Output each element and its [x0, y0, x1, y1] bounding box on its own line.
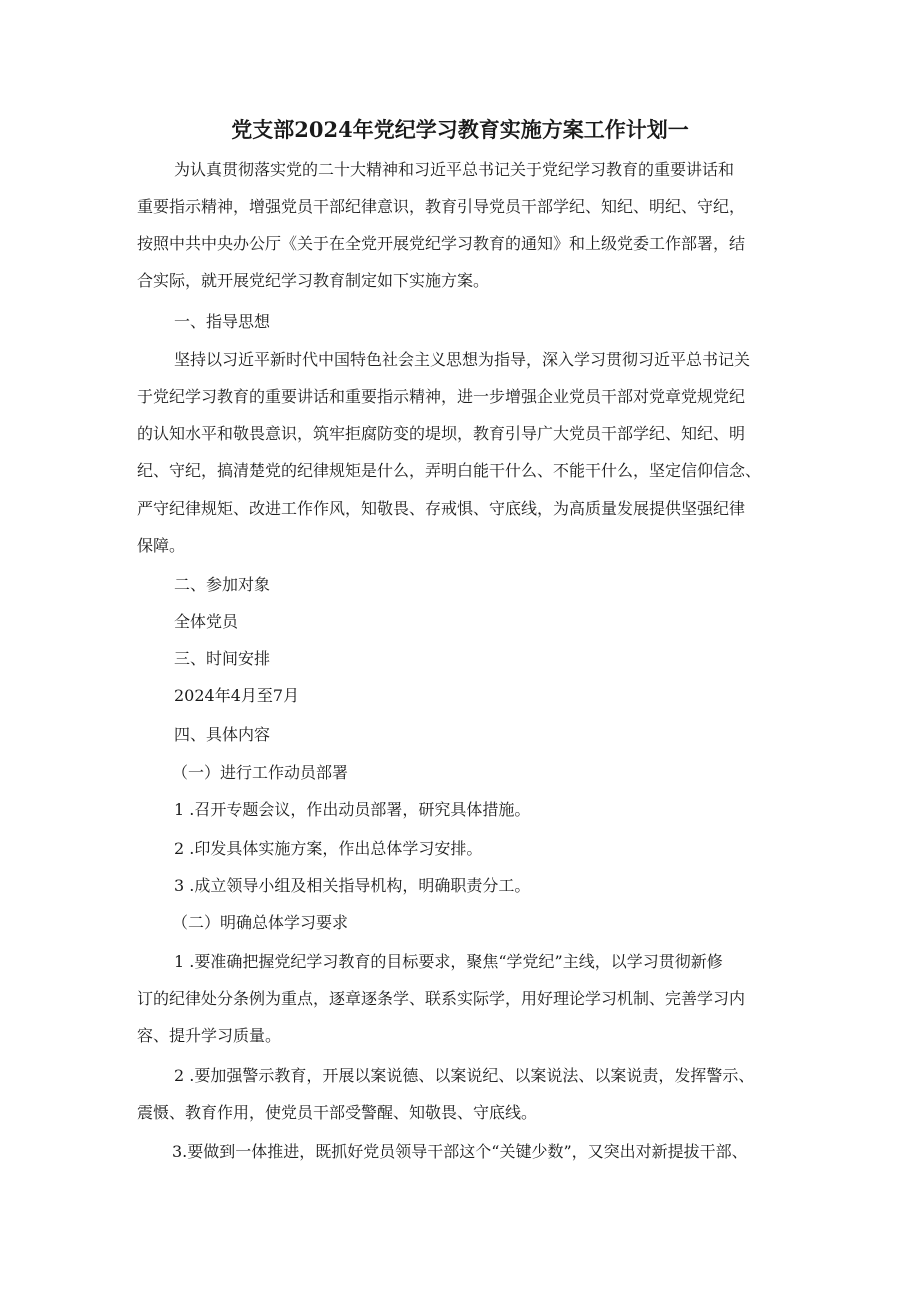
- list-item: 3.要做到一体推进，既抓好党员领导干部这个“关键少数”，又突出对新提拔干部、: [172, 1142, 748, 1161]
- section-content-schedule: 2024年4月至7月: [174, 686, 300, 705]
- list-item: 2 .要加强警示教育，开展以案说德、以案说纪、以案说法、以案说责，发挥警示、: [174, 1066, 755, 1085]
- intro-line: 按照中共中央办公厅《关于在全党开展党纪学习教育的通知》和上级党委工作部署，结: [137, 234, 746, 253]
- section-heading-guiding-thought: 一、指导思想: [174, 312, 271, 331]
- list-item-continuation: 容、提升学习质量。: [137, 1026, 282, 1045]
- list-item: 3 .成立领导小组及相关指导机构，明确职责分工。: [174, 876, 531, 895]
- list-item-continuation: 订的纪律处分条例为重点，逐章逐条学、联系实际学，用好理论学习机制、完善学习内: [137, 989, 746, 1008]
- list-item: 1 .要准确把握党纪学习教育的目标要求，聚焦“学党纪”主线，以学习贯彻新修: [174, 952, 723, 971]
- list-item: 2 .印发具体实施方案，作出总体学习安排。: [174, 839, 483, 858]
- paragraph-line: 严守纪律规矩、改进工作作风，知敬畏、存戒惧、守底线，为高质量发展提供坚强纪律: [137, 499, 746, 518]
- section-heading-participants: 二、参加对象: [174, 575, 271, 594]
- paragraph-line: 的认知水平和敬畏意识，筑牢拒腐防变的堤坝，教育引导广大党员干部学纪、知纪、明: [137, 424, 746, 443]
- list-item-continuation: 震慑、教育作用，使党员干部受警醒、知敬畏、守底线。: [137, 1103, 538, 1122]
- intro-line: 为认真贯彻落实党的二十大精神和习近平总书记关于党纪学习教育的重要讲话和: [174, 160, 735, 179]
- paragraph-line: 纪、守纪，搞清楚党的纪律规矩是什么，弄明白能干什么、不能干什么，坚定信仰信念、: [137, 461, 762, 480]
- subsection-heading-mobilization: （一）进行工作动员部署: [172, 763, 349, 782]
- paragraph-line: 坚持以习近平新时代中国特色社会主义思想为指导，深入学习贯彻习近平总书记关: [174, 350, 751, 369]
- subsection-heading-requirements: （二）明确总体学习要求: [172, 913, 349, 932]
- section-heading-content: 四、具体内容: [174, 725, 271, 744]
- paragraph-line: 保障。: [137, 536, 186, 555]
- intro-line: 合实际，就开展党纪学习教育制定如下实施方案。: [137, 271, 490, 290]
- list-item: 1 .召开专题会议，作出动员部署，研究具体措施。: [174, 800, 531, 819]
- section-content-participants: 全体党员: [174, 612, 239, 631]
- document-title: 党支部2024年党纪学习教育实施方案工作计划一: [231, 117, 689, 142]
- section-heading-schedule: 三、时间安排: [174, 649, 271, 668]
- paragraph-line: 于党纪学习教育的重要讲话和重要指示精神，进一步增强企业党员干部对党章党规党纪: [137, 387, 746, 406]
- intro-line: 重要指示精神，增强党员干部纪律意识，教育引导党员干部学纪、知纪、明纪、守纪，: [137, 197, 746, 216]
